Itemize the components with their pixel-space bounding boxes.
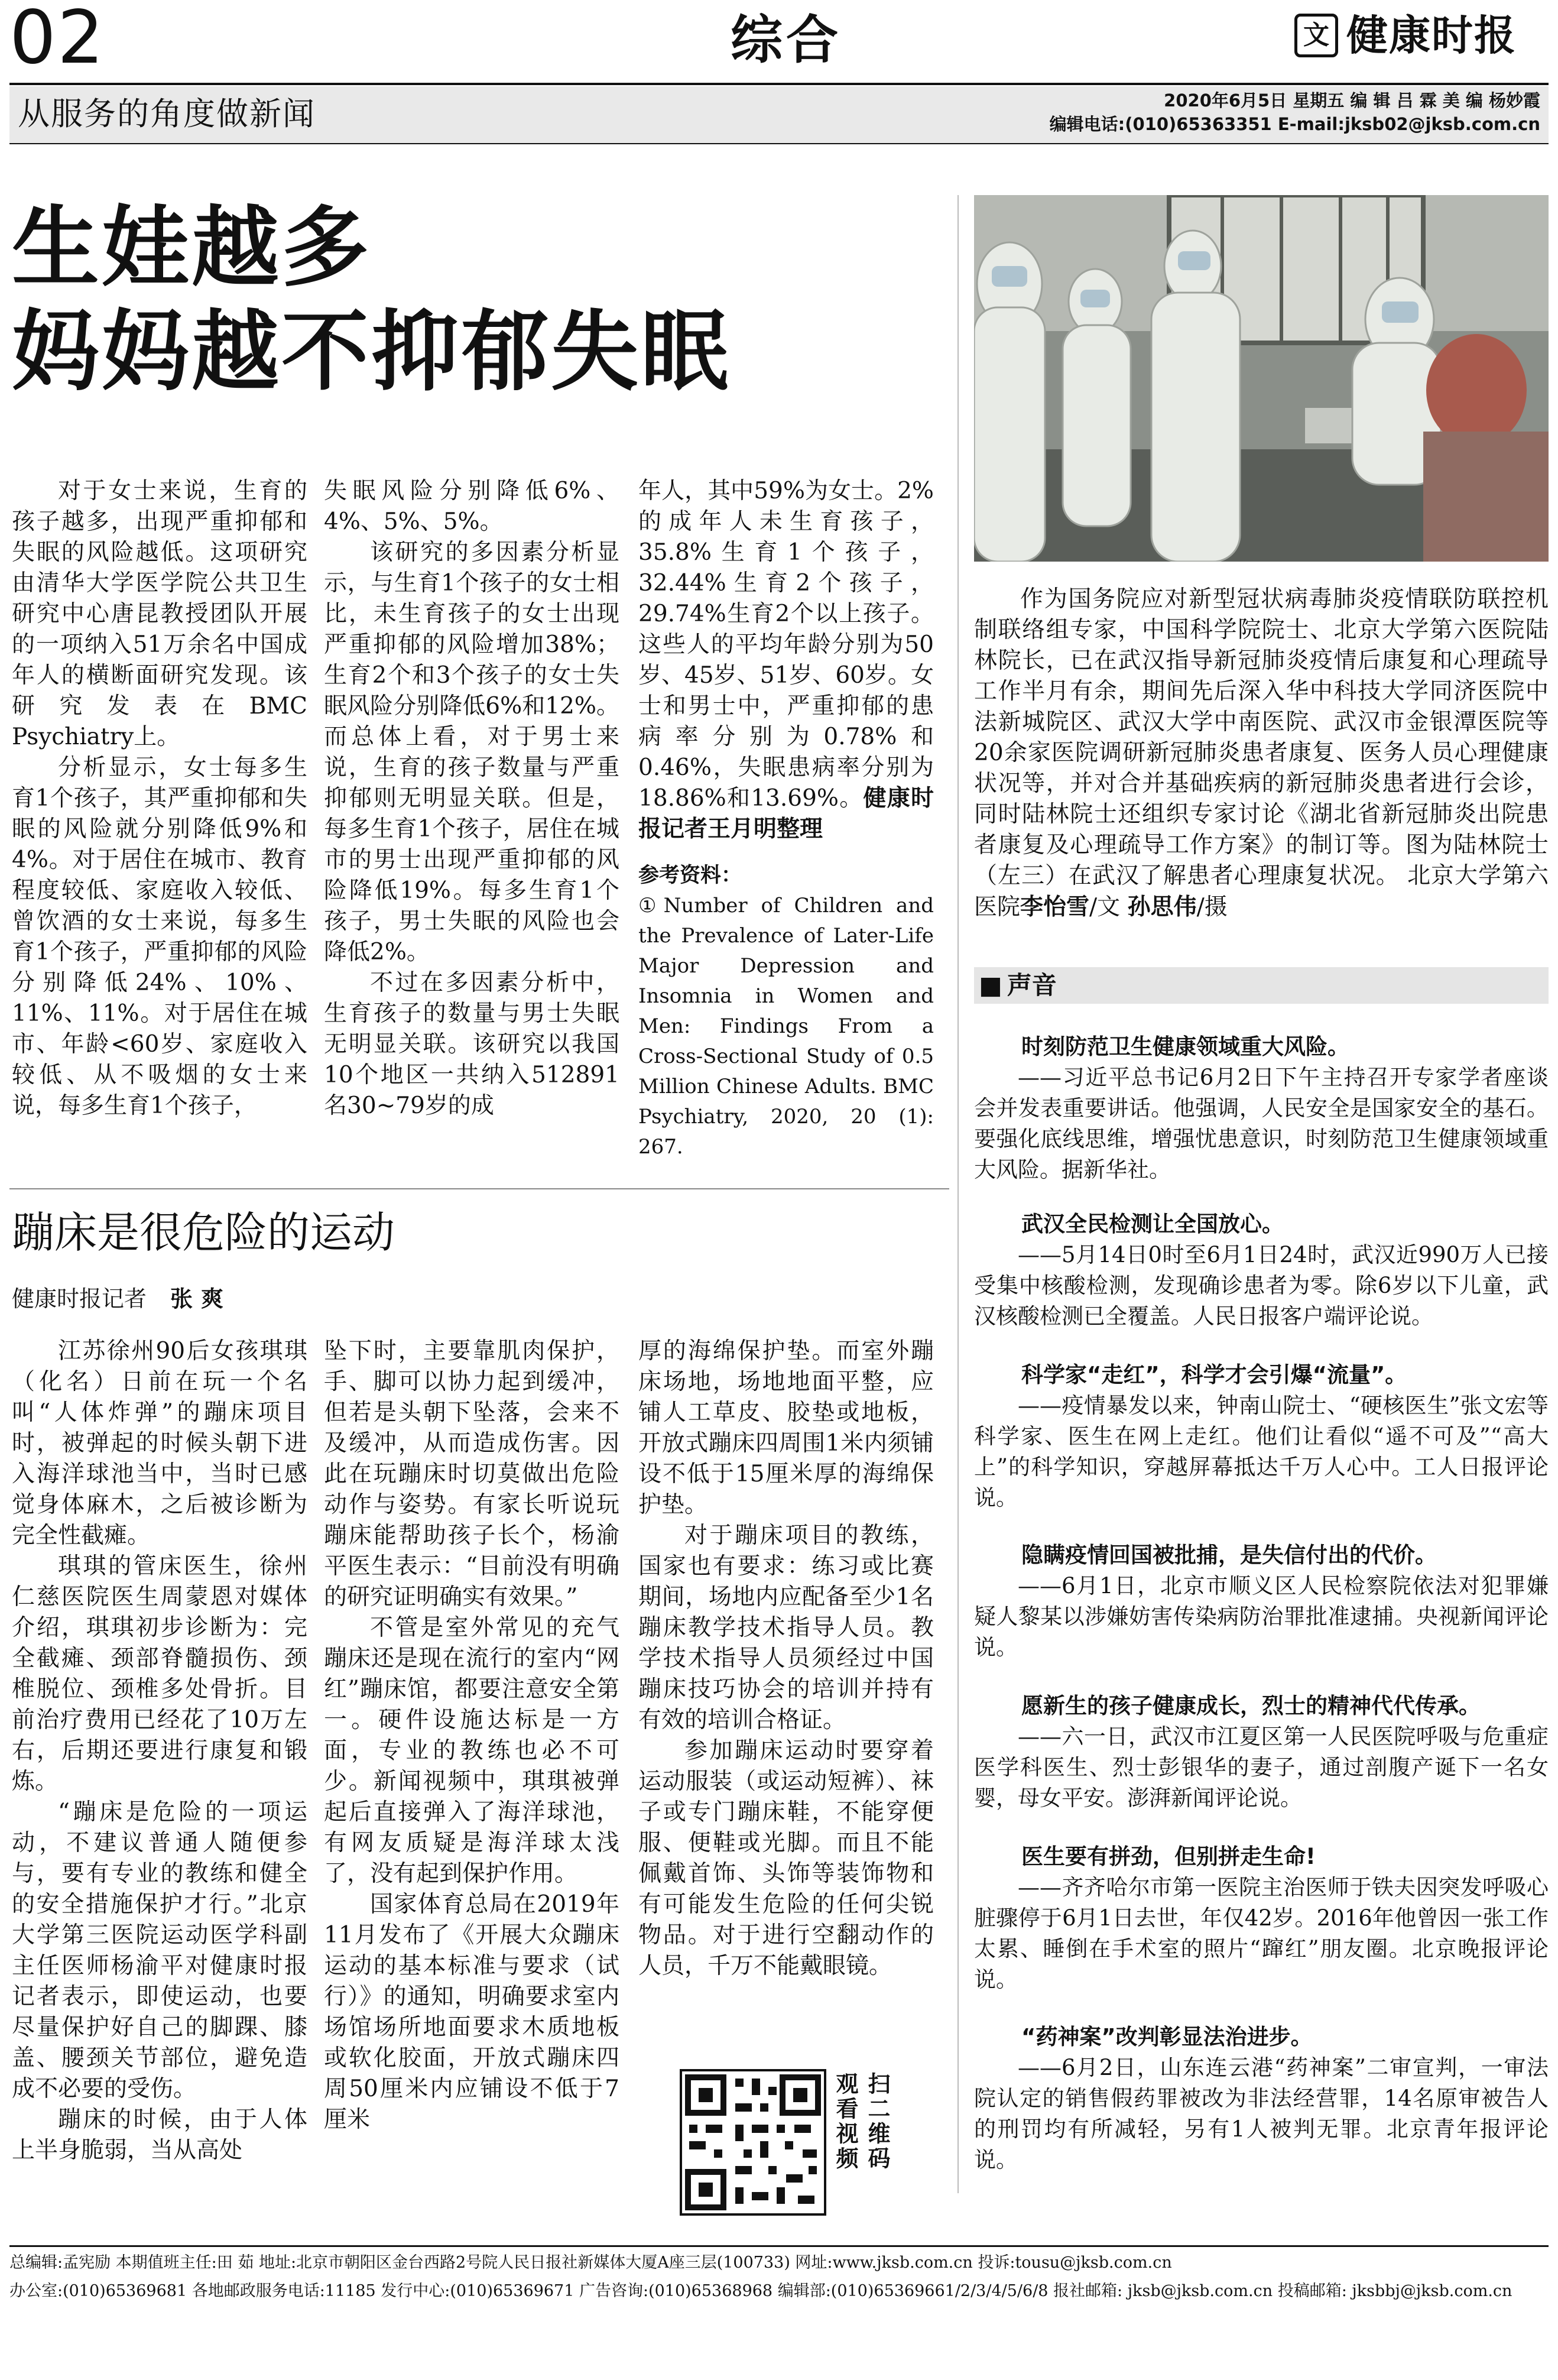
footer-line-1: 总编辑:孟宪励 本期值班主任:田 茹 地址:北京市朝阳区金台西路2号院人民日报社新媒体大厦A座三层(100733) 网址:www.jksb.com.cn 投诉:tousu@jksb.com.cn bbox=[9, 2253, 1172, 2272]
voice-item bbox=[974, 1032, 1549, 1185]
references-title: 参考资料： bbox=[638, 864, 742, 887]
paragraph: 国家体育总局在2019年11月发布了《开展大众蹦床运动的基本标准与要求（试行）》的通知，明确要求室内场馆场所地面要求木质地板或软化胶面，开放式蹦床四周50厘米内应铺设不低于7厘米 bbox=[324, 1891, 619, 2133]
voice-body: ——六一日，武汉市江夏区第一人民医院呼吸与危重症医学科医生、烈士彭银华的妻子，通过剖腹产诞下一名女婴，母女平安。澎湃新闻评论说。 bbox=[974, 1724, 1549, 1811]
editor-contact: 编辑电话:(010)65363351 E-mail:jksb02@jksb.com.cn bbox=[1049, 114, 1540, 134]
square-bullet-icon: ■ bbox=[979, 971, 1002, 1000]
voice-body: ——疫情暴发以来，钟南山院士、“硬核医生”张文宏等科学家、医生在网上走红。他们让看似“遥不可及”“高大上”的科学知识，穿越屏幕抵达千万人心中。工人日报评论说。 bbox=[974, 1393, 1549, 1510]
photo-caption bbox=[974, 584, 1549, 923]
paragraph: 分析显示，女士每多生育1个孩子，其严重抑郁和失眠的风险就分别降低9%和4%。对于居住在城市、教育程度较低、家庭收入较低、曾饮酒的女士来说，每多生育1个孩子，严重抑郁的风险分别降低24%、10%、11%、11%。对于居住在城市、年龄<60岁、家庭收入较低、从不吸烟的女士来说，每多生育1个孩子， bbox=[12, 754, 307, 1119]
voice-item bbox=[974, 1691, 1549, 1814]
paragraph: 坠下时，主要靠肌肉保护，手、脚可以协力起到缓冲，但若是头朝下坠落，会来不及缓冲，从而造成伤害。因此在玩蹦床时切莫做出危险动作与姿势。有家长听说玩蹦床能帮助孩子长个，杨渝平医生表示：“目前没有明确的研究证明确实有效果。” bbox=[324, 1338, 619, 1610]
paragraph: “蹦床是危险的一项运动，不建议普通人随便参与，要有专业的教练和健全的安全措施保护才行。”北京大学第三医院运动医学科副主任医师杨渝平对健康时报记者表示，即使运动，也要尽量保护好自己的脚踝、膝盖、腰颈关节部位，避免造成不必要的受伤。 bbox=[12, 1799, 307, 2102]
article2-byline bbox=[12, 1284, 232, 1314]
ward-scene-illustration bbox=[974, 195, 1549, 562]
voice-item bbox=[974, 1841, 1549, 1995]
article1-column-3 bbox=[638, 476, 934, 1162]
voice-title: 科学家“走红”，科学才会引爆“流量”。 bbox=[1021, 1362, 1407, 1387]
qr-label-scan: 扫二维码 bbox=[864, 2072, 890, 2171]
article2-column-3 bbox=[638, 1336, 934, 1982]
voice-title: 隐瞒疫情回国被批捕，是失信付出的代价。 bbox=[1021, 1542, 1437, 1568]
credit-prefix: 北京大学第六医院 bbox=[974, 862, 1549, 920]
article2-column-2 bbox=[324, 1336, 619, 2135]
paragraph: 厚的海绵保护垫。而室外蹦床场地，场地地面平整，应铺人工草皮、胶垫或地板，开放式蹦床四周围1米内须铺设不低于15厘米厚的海绵保护垫。 bbox=[638, 1338, 934, 1518]
article1-column-2 bbox=[324, 476, 619, 1121]
footer-line-2: 办公室:(010)65369681 各地邮政服务电话:11185 发行中心:(010)65369671 广告咨询:(010)65368968 编辑部:(010)65369661/2/3/4/5/6/8 报社邮箱: jksb@jksb.com.cn 投稿邮箱: jksbbj@jksb.com.cn bbox=[9, 2282, 1512, 2300]
byline-prefix: 健康时报记者 bbox=[12, 1286, 147, 1312]
paragraph: 对于女士来说，生育的孩子越多，出现严重抑郁和失眠的风险越低。这项研究由清华大学医学院公共卫生研究中心唐昆教授团队开展的一项纳入51万余名中国成年人的横断面研究发现。该研究发表在BMC Psychiatry上。 bbox=[12, 478, 307, 750]
logo-text: 健康时报 bbox=[1346, 11, 1517, 60]
subheader-rule bbox=[9, 143, 1549, 144]
qr-pattern bbox=[682, 2071, 824, 2213]
paragraph: 对于蹦床项目的教练，国家也有要求：练习或比赛期间，场地内应配备至少1名蹦床教学技术指导人员。教学技术指导人员须经过中国蹦床技巧协会的培训并持有有效的培训合格证。 bbox=[638, 1522, 934, 1733]
credit-suffix: /摄 bbox=[1196, 894, 1228, 920]
voice-title: 愿新生的孩子健康成长，烈士的精神代代传承。 bbox=[1021, 1693, 1481, 1718]
voice-item bbox=[974, 1209, 1549, 1332]
section-rule bbox=[9, 1188, 949, 1189]
issue-meta bbox=[1005, 89, 1540, 136]
byline-name: 张爽 bbox=[170, 1286, 232, 1312]
voice-title: 武汉全民检测让全国放心。 bbox=[1021, 1211, 1284, 1237]
voice-body: ——6月1日，北京市顺义区人民检察院依法对犯罪嫌疑人黎某以涉嫌妨害传染病防治罪批准逮捕。央视新闻评论说。 bbox=[974, 1573, 1549, 1660]
voice-body: ——齐齐哈尔市第一医院主治医师于铁夫因突发呼吸心脏骤停于6月1日去世，年仅42岁。2016年他曾因一张工作太累、睡倒在手术室的照片“蹿红”朋友圈。北京晚报评论说。 bbox=[974, 1875, 1549, 1992]
article1-headline bbox=[12, 195, 934, 403]
credit-photographer: 孙思伟 bbox=[1127, 893, 1197, 920]
logo-mark-icon: 文 bbox=[1294, 14, 1338, 57]
voices-header bbox=[974, 967, 1549, 1004]
article2-column-1 bbox=[12, 1336, 307, 2166]
news-photo bbox=[974, 195, 1549, 562]
qr-label-watch: 观看视频 bbox=[832, 2072, 858, 2171]
voice-item bbox=[974, 2022, 1549, 2175]
paragraph: 不过在多因素分析中，生育孩子的数量与男士失眠无明显关联。该研究以我国10个地区一共纳入512891名30~79岁的成 bbox=[324, 969, 619, 1119]
voice-title: 时刻防范卫生健康领域重大风险。 bbox=[1021, 1034, 1349, 1059]
article1-column-1 bbox=[12, 476, 307, 1121]
paragraph: 失眠风险分别降低6%、4%、5%、5%。 bbox=[324, 478, 619, 535]
qr-label bbox=[832, 2072, 903, 2171]
credit-mid: /文 bbox=[1089, 894, 1128, 920]
credit-writer: 李怡雪 bbox=[1020, 893, 1090, 920]
headline-line-1: 生娃越多 bbox=[12, 196, 371, 299]
voice-item bbox=[974, 1360, 1549, 1513]
voice-body: ——5月14日0时至6月1日24时，武汉近990万人已接受集中核酸检测，发现确诊患者为零。除6岁以下儿童，武汉核酸检测已全覆盖。人民日报客户端评论说。 bbox=[974, 1242, 1549, 1329]
paragraph: 该研究的多因素分析显示，与生育1个孩子的女士相比，未生育孩子的女士出现严重抑郁的风险增加38%；生育2个和3个孩子的女士失眠风险分别降低6%和12%。而总体上看，对于男士来说，生育的孩子数量与严重抑郁则无明显关联。但是，每多生育1个孩子，居住在城市的男士出现严重抑郁的风险降低19%。每多生育1个孩子，男士失眠的风险也会降低2%。 bbox=[324, 539, 619, 965]
paragraph: 江苏徐州90后女孩琪琪（化名）日前在玩一个名叫“人体炸弹”的蹦床项目时，被弹起的时候头朝下进入海洋球池当中，当时已感觉身体麻木，之后被诊断为完全性截瘫。 bbox=[12, 1338, 307, 1549]
voice-title: 医生要有拼劲，但别拼走生命! bbox=[1021, 1844, 1316, 1869]
headline-line-2: 妈妈越不抑郁失眠 bbox=[12, 300, 731, 403]
page-slogan: 从服务的角度做新闻 bbox=[18, 95, 316, 132]
paragraph bbox=[638, 476, 934, 845]
header-rule bbox=[9, 83, 1549, 85]
caption-text: 作为国务院应对新型冠状病毒肺炎疫情联防联控机制联络组专家，中国科学院院士、北京大学第六医院陆林院长，已在武汉指导新冠肺炎疫情后康复和心理疏导工作半月有余，期间先后深入华中科技大学同济医院中法新城院区、武汉大学中南医院、武汉市金银潭医院等20余家医院调研新冠肺炎患者康复、医务人员心理健康状况等，并对合并基础疾病的新冠肺炎患者进行会诊，同时陆林院士还组织专家讨论《湖北省新冠肺炎出院患者康复及心理疏导工作方案》的制订等。图为陆林院士（左三）在武汉了解患者心理康复状况。 bbox=[974, 586, 1549, 889]
voice-body: ——习近平总书记6月2日下午主持召开专家学者座谈会并发表重要讲话。他强调，人民安全是国家安全的基石。要强化底线思维，增强忧患意识，时刻防范卫生健康领域重大风险。据新华社。 bbox=[974, 1065, 1549, 1182]
voice-title: “药神案”改判彰显法治进步。 bbox=[1021, 2024, 1313, 2050]
column-divider bbox=[957, 195, 959, 2193]
paragraph: 不管是室外常见的充气蹦床还是现在流行的室内“网红”蹦床馆，都要注意安全第一。硬件设施达标是一方面，专业的教练也必不可少。新闻视频中，琪琪被弹起后直接弹入了海洋球池，有网友质疑是海洋球太浅了，没有起到保护作用。 bbox=[324, 1614, 619, 1887]
qr-code-icon[interactable] bbox=[680, 2069, 826, 2216]
col3-text: 年人，其中59%为女士。2%的成年人未生育孩子，35.8%生育1个孩子，32.44%生育2个孩子，29.74%生育2个以上孩子。这些人的平均年龄分别为50岁、45岁、51岁、60岁。女士和男士中，严重抑郁的患病率分别为0.78%和0.46%，失眠患病率分别为18.86%和13.69%。 bbox=[638, 478, 934, 812]
newspaper-logo bbox=[1294, 12, 1517, 59]
voices-title: 声音 bbox=[1007, 971, 1057, 1000]
footer-rule bbox=[9, 2245, 1549, 2247]
article1-byline: 健康时报记者王月明整理 bbox=[638, 785, 934, 842]
paragraph: 蹦床的时候，由于人体上半身脆弱，当从高处 bbox=[12, 2106, 307, 2164]
voice-item bbox=[974, 1540, 1549, 1663]
paragraph: 参加蹦床运动时要穿着运动服装（或运动短裤）、袜子或专门蹦床鞋，不能穿便服、便鞋或光脚。而且不能佩戴首饰、头饰等装饰物和有可能发生危险的任何尖锐物品。对于进行空翻动作的人员，千万不能戴眼镜。 bbox=[638, 1737, 934, 1979]
date-editors: 2020年6月5日 星期五 编 辑 吕 霖 美 编 杨妙霞 bbox=[1164, 90, 1540, 111]
paragraph: 琪琪的管床医生，徐州仁慈医院医生周蒙恩对媒体介绍，琪琪初步诊断为：完全截瘫、颈部脊髓损伤、颈椎脱位、颈椎多处骨折。目前治疗费用已经花了10万左右，后期还要进行康复和锻炼。 bbox=[12, 1553, 307, 1795]
voice-body: ——6月2日，山东连云港“药神案”二审宣判，一审法院认定的销售假药罪被改为非法经营罪，14名原审被告人的刑罚均有所减轻，另有1人被判无罪。北京青年报评论说。 bbox=[974, 2055, 1549, 2173]
section-title: 综合 bbox=[730, 9, 842, 70]
article2-headline: 蹦床是很危险的运动 bbox=[12, 1208, 395, 1257]
references-text: ①Number of Children and the Prevalence of Later-Life Major Depression and Insomnia in Women and Men: Findings From a Cross-Sectional Study of 0.5 Million Chinese Adults. BMC Psychiatry, 2020, 20 (1): 267. bbox=[638, 894, 934, 1159]
page-number: 02 bbox=[9, 0, 105, 80]
